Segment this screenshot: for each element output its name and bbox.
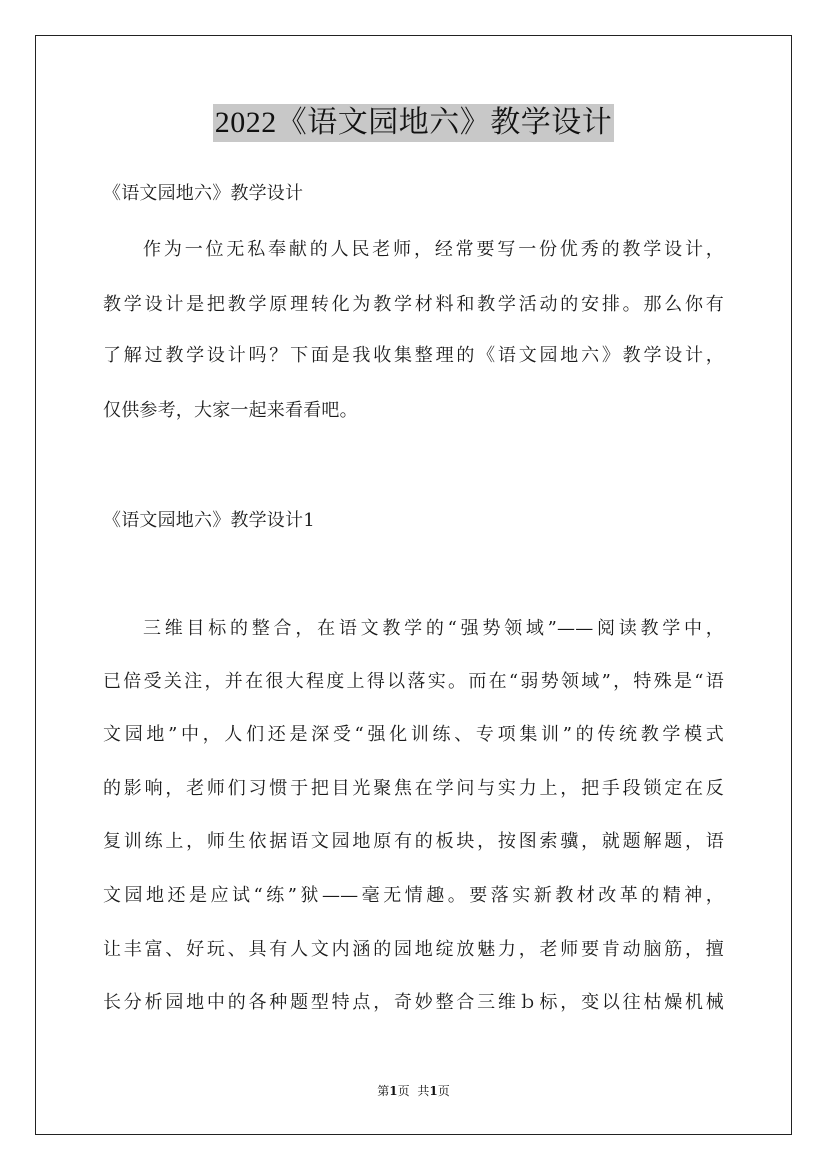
document-subtitle: 《语文园地六》教学设计: [103, 183, 304, 204]
body-line: 已倍受关注，并在很大程度上得以落实。而在“弱势领域”，特殊是“语: [103, 671, 724, 692]
footer-page-suffix: 页: [397, 1084, 410, 1098]
body-line: 文园地还是应试“练”狱——毫无情趣。要落实新教材改革的精神，: [103, 885, 724, 906]
intro-line: 作为一位无私奉献的人民老师，经常要写一份优秀的教学设计，: [143, 239, 724, 260]
page-footer: [0, 1083, 827, 1099]
intro-line: 教学设计是把教学原理转化为教学材料和教学活动的安排。那么你有: [103, 294, 724, 315]
section-heading: 《语文园地六》教学设计1: [103, 510, 315, 531]
footer-page-number: 1: [389, 1084, 398, 1098]
title-container: [0, 104, 827, 142]
body-line: 复训练上，师生依据语文园地原有的板块，按图索骥，就题解题，语: [103, 831, 724, 852]
body-line: 长分析园地中的各种题型特点，奇妙整合三维ｂ标，变以往枯燥机械: [103, 992, 724, 1013]
body-line: 三维目标的整合，在语文教学的“强势领域”——阅读教学中，: [143, 618, 724, 639]
document-title: 2022《语文园地六》教学设计: [213, 104, 615, 142]
body-line: 文园地”中，人们还是深受“强化训练、专项集训”的传统教学模式: [103, 724, 724, 745]
footer-total-suffix: 页: [437, 1084, 450, 1098]
footer-total-prefix: 共: [417, 1084, 430, 1098]
intro-line: 仅供参考，大家一起来看看吧。: [103, 400, 358, 421]
intro-line: 了解过教学设计吗？下面是我收集整理的《语文园地六》教学设计，: [103, 345, 724, 366]
footer-total-number: 1: [429, 1084, 438, 1098]
body-line: 让丰富、好玩、具有人文内涵的园地绽放魅力，老师要肯动脑筋，擅: [103, 939, 724, 960]
body-line: 的影响，老师们习惯于把目光聚焦在学问与实力上，把手段锁定在反: [103, 778, 724, 799]
footer-page-prefix: 第: [377, 1084, 390, 1098]
